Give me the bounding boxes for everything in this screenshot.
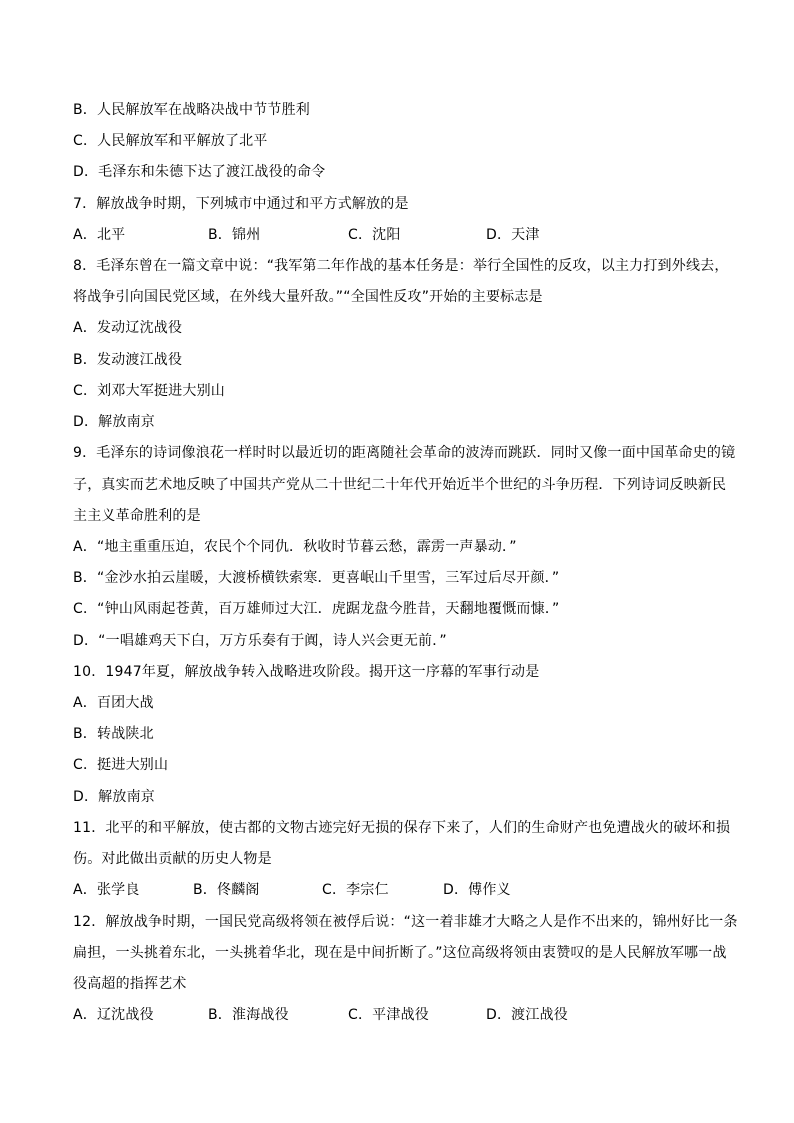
q6-option-d: D．毛泽东和朱德下达了渡江战役的命令	[73, 164, 326, 180]
q8-option-b: B．发动渡江战役	[73, 352, 183, 368]
q9-option-b: B．“金沙水拍云崖暖，大渡桥横铁索寒．更喜岷山千里雪，三军过后尽开颜．”	[73, 570, 560, 586]
q12-stem-line3: 役高超的指挥艺术	[73, 976, 187, 992]
q9-option-d: D．“一唱雄鸡天下白，万方乐奏有于阗，诗人兴会更无前．”	[73, 633, 447, 649]
q12-stem-line2: 扁担，一头挑着东北，一头挑着华北，现在是中间折断了。”这位高级将领由衷赞叹的是人民解放军哪一战	[73, 945, 727, 961]
q11-stem-line1: 11．北平的和平解放，使古都的文物古迹完好无损的保存下来了，人们的生命财产也免遭战火的破坏和损	[73, 820, 731, 836]
q10-option-c: C．挺进大别山	[73, 757, 169, 773]
q12-option-c: C．平津战役	[348, 1007, 429, 1023]
q7-stem: 7．解放战争时期，下列城市中通过和平方式解放的是	[73, 196, 409, 212]
q10-option-b: B．转战陕北	[73, 726, 154, 742]
q10-stem: 10．1947年夏，解放战争转入战略进攻阶段。揭开这一序幕的军事行动是	[73, 664, 540, 680]
q9-option-c: C．“钟山风雨起苍黄，百万雄师过大江．虎踞龙盘今胜昔，天翻地覆慨而慷．”	[73, 601, 560, 617]
q8-option-c: C．刘邓大军挺进大别山	[73, 383, 225, 399]
q11-stem-line2: 伤。对此做出贡献的历史人物是	[73, 851, 272, 867]
q8-stem-line2: 将战争引向国民党区域，在外线大量歼敌。”“全国性反攻”开始的主要标志是	[73, 289, 543, 305]
q8-option-a: A．发动辽沈战役	[73, 320, 183, 336]
q6-option-c: C．人民解放军和平解放了北平	[73, 133, 268, 149]
q7-option-c: C．沈阳	[348, 227, 401, 243]
q11-option-b: B．佟麟阁	[193, 882, 260, 898]
q10-option-d: D．解放南京	[73, 789, 155, 805]
q11-option-d: D．傅作义	[443, 882, 511, 898]
q11-option-a: A．张学良	[73, 882, 140, 898]
q11-option-c: C．李宗仁	[322, 882, 389, 898]
q12-option-a: A．辽沈战役	[73, 1007, 154, 1023]
q7-option-a: A．北平	[73, 227, 126, 243]
q7-option-d: D．天津	[486, 227, 540, 243]
q9-stem-line2: 子，真实而艺术地反映了中国共产党从二十世纪二十年代开始近半个世纪的斗争历程．下列诗词反映新民	[73, 477, 727, 493]
q9-stem-line3: 主主义革命胜利的是	[73, 508, 201, 524]
q12-option-d: D．渡江战役	[486, 1007, 568, 1023]
q7-option-b: B．锦州	[208, 227, 261, 243]
q6-option-b: B．人民解放军在战略决战中节节胜利	[73, 102, 311, 118]
q8-option-d: D．解放南京	[73, 414, 155, 430]
q12-option-b: B．淮海战役	[208, 1007, 289, 1023]
q8-stem-line1: 8．毛泽东曾在一篇文章中说：“我军第二年作战的基本任务是：举行全国性的反攻，以主力打到外线去，	[73, 258, 729, 274]
q9-stem-line1: 9．毛泽东的诗词像浪花一样时时以最近切的距离随社会革命的波涛而跳跃．同时又像一面中国革命史的镜	[73, 445, 736, 461]
q10-option-a: A．百团大战	[73, 695, 154, 711]
q12-stem-line1: 12．解放战争时期，一国民党高级将领在被俘后说：“这一着非雄才大略之人是作不出来的，锦州好比一条	[73, 914, 738, 930]
q9-option-a: A．“地主重重压迫，农民个个同仇．秋收时节暮云愁，霹雳一声暴动．”	[73, 539, 517, 555]
